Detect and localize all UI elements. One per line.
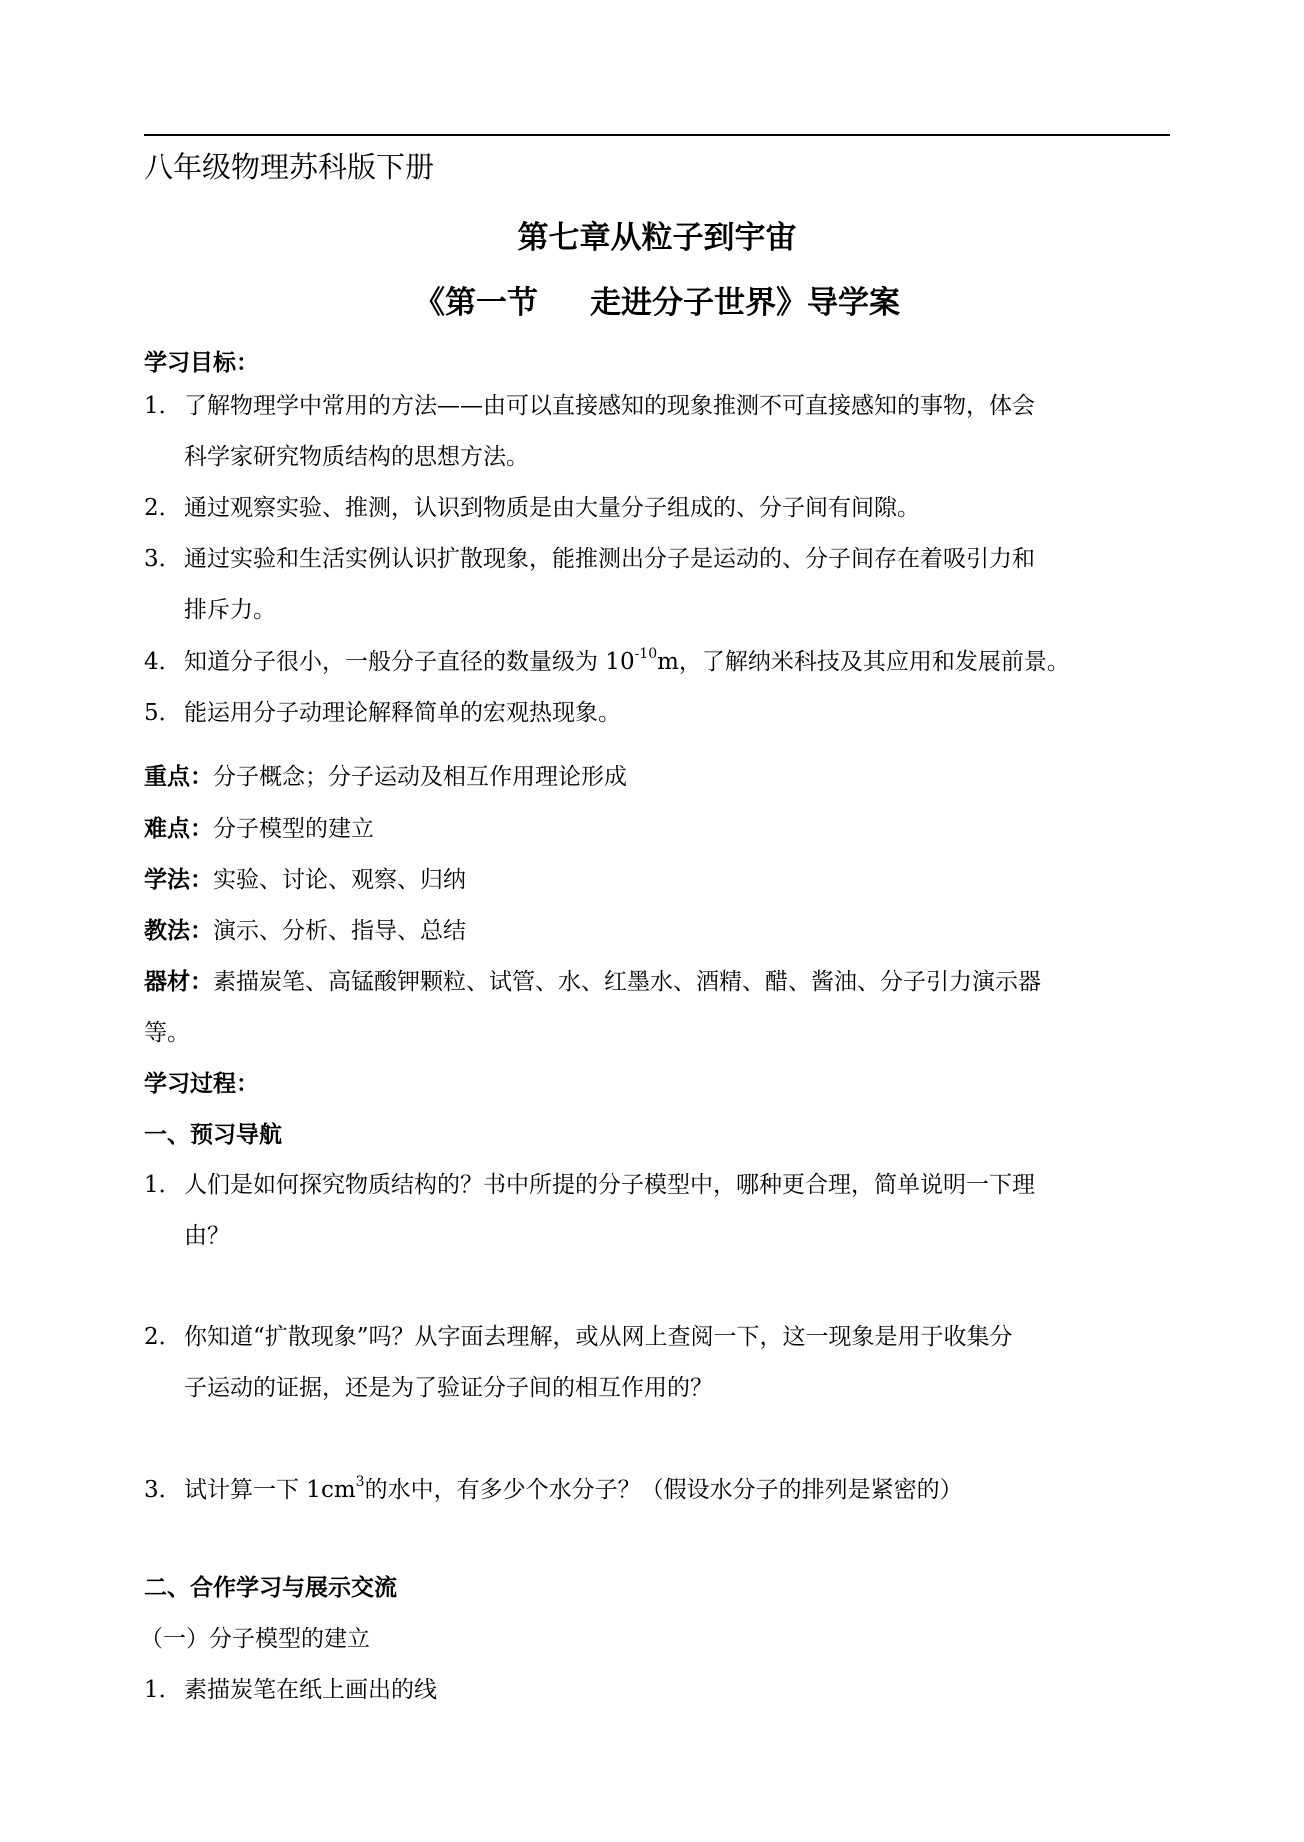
question-line: 你知道“扩散现象”吗？从字面去理解，或从网上查阅一下，这一现象是用于收集分: [184, 1324, 1013, 1350]
teaching-method-label: 教法：: [144, 917, 213, 944]
teaching-method-text: 演示、分析、指导、总结: [213, 918, 466, 944]
objective-item: [144, 688, 1170, 739]
section-title: [144, 280, 1170, 326]
question-line: 人们是如何探究物质结构的？书中所提的分子模型中，哪种更合理，简单说明一下理: [184, 1172, 1035, 1198]
section-title-part1: 《第一节: [414, 285, 538, 321]
question-text: 试计算一下 1cm: [184, 1477, 356, 1503]
objective-line: 科学家研究物质结构的思想方法。: [184, 444, 529, 470]
equipment-label: 器材：: [144, 968, 213, 995]
objective-item: [144, 637, 1170, 688]
objective-line: 通过观察实验、推测，认识到物质是由大量分子组成的、分子间有间隙。: [184, 495, 920, 521]
objective-line: 能运用分子动理论解释简单的宏观热现象。: [184, 700, 621, 726]
teaching-method-line: [144, 913, 1170, 949]
study-method-line: [144, 862, 1170, 898]
objective-line: 通过实验和生活实例认识扩散现象，能推测出分子是运动的、分子间存在着吸引力和: [184, 546, 1035, 572]
objective-item: [144, 381, 1170, 483]
objective-line: 排斥力。: [184, 597, 276, 623]
question-number: 2．: [144, 1324, 182, 1350]
exponent: -10: [634, 646, 658, 663]
process-heading: 学习过程：: [144, 1070, 259, 1097]
objectives-heading: 学习目标：: [144, 349, 259, 376]
objective-number: 2．: [144, 495, 182, 521]
equipment-line: [144, 964, 1170, 1000]
question-number: 3．: [144, 1477, 182, 1503]
section-title-part2: 走进分子世界》导学案: [590, 285, 900, 321]
key-point-label: 重点：: [144, 763, 213, 790]
activity-line: 素描炭笔在纸上画出的线: [184, 1677, 437, 1703]
difficulty-text: 分子模型的建立: [213, 816, 374, 842]
study-method-label: 学法：: [144, 866, 213, 893]
header-rule: [144, 134, 1170, 136]
activity-item: [144, 1665, 1170, 1716]
study-method-text: 实验、讨论、观察、归纳: [213, 867, 466, 893]
objective-item: [144, 534, 1170, 636]
objective-number: 3．: [144, 546, 182, 572]
header-title: 八年级物理苏科版下册: [144, 150, 435, 184]
question-item: [144, 1312, 1170, 1414]
objective-text: m，了解纳米科技及其应用和发展前景。: [657, 649, 1070, 675]
exponent: 3: [355, 1474, 365, 1491]
question-text: 的水中，有多少个水分子？（假设水分子的排列是紧密的）: [364, 1477, 963, 1503]
objective-text: 知道分子很小，一般分子直径的数量级为 10: [184, 649, 635, 675]
objective-number: 4．: [144, 649, 182, 675]
question-number: 1．: [144, 1172, 182, 1198]
equipment-text: 素描炭笔、高锰酸钾颗粒、试管、水、红墨水、酒精、醋、酱油、分子引力演示器: [213, 969, 1041, 995]
objective-number: 1．: [144, 393, 182, 419]
part1-heading: 一、预习导航: [144, 1121, 282, 1148]
question-line: 子运动的证据，还是为了验证分子间的相互作用的？: [184, 1375, 713, 1401]
key-point-text: 分子概念；分子运动及相互作用理论形成: [213, 764, 627, 790]
part2-subheading: （一）分子模型的建立: [140, 1626, 370, 1652]
chapter-title: 第七章从粒子到宇宙: [517, 220, 797, 256]
key-point-line: [144, 759, 1170, 795]
objective-number: 5．: [144, 700, 182, 726]
part2-heading: 二、合作学习与展示交流: [144, 1574, 397, 1601]
question-item: [144, 1160, 1170, 1262]
activity-number: 1．: [144, 1677, 182, 1703]
question-line: 由？: [184, 1223, 230, 1249]
difficulty-line: [144, 811, 1170, 847]
equipment-line-cont: 等。: [144, 1020, 190, 1046]
objective-line: [144, 637, 1170, 688]
difficulty-label: 难点：: [144, 815, 213, 842]
objective-item: [144, 483, 1170, 534]
objective-line: 了解物理学中常用的方法——由可以直接感知的现象推测不可直接感知的事物，体会: [184, 393, 1035, 419]
question-line: [144, 1465, 1170, 1516]
question-item: [144, 1465, 1170, 1516]
